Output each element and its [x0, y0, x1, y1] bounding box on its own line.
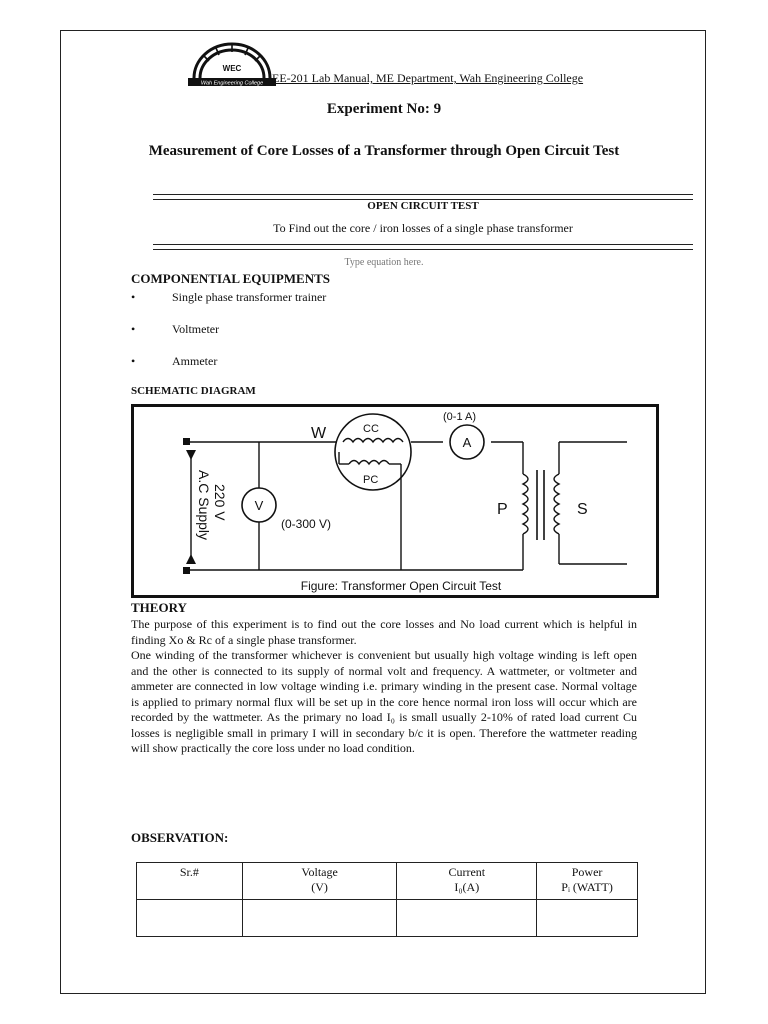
column-header-line: (V) — [311, 880, 328, 894]
header-manual-text: EE-201 Lab Manual, ME Department, Wah Engineering College — [272, 71, 584, 85]
column-header-power — [537, 863, 638, 900]
theory-paragraph: One winding of the transformer whichever is convenient but usually high voltage winding is left open and the other is connected to its supply of normal volt and frequency. A wattmeter, or voltmeter and ammeter are connected in low voltage winding i.e. primary winding in the present case. Normal voltage is applied to primary normal flux will be set up in the core hence normal iron loss will occur which are recorded by the wattmeter. As the primary no load I₀ is small usually 2-10% of rated load current Cu losses is negligible small in primary I will in secondary b/c it is open. Therefore the wattmeter reading will show practically the core loss under no load condition. — [131, 648, 637, 755]
column-header-current — [397, 863, 537, 900]
supply-label: A.C Supply — [196, 470, 212, 541]
table-cell[interactable] — [242, 900, 397, 937]
ammeter-symbol: A — [462, 435, 472, 450]
observation-table — [136, 862, 638, 937]
theory-text — [131, 617, 637, 757]
voltmeter-symbol: V — [254, 498, 264, 513]
logo-wec-text: WEC — [222, 64, 242, 73]
column-header-line: Voltage — [301, 865, 338, 879]
college-logo — [186, 40, 278, 88]
experiment-title: Measurement of Core Losses of a Transformer through Open Circuit Test — [148, 143, 620, 159]
current-coil-label: CC — [363, 423, 379, 435]
open-circuit-heading: OPEN CIRCUIT TEST — [367, 200, 479, 212]
column-header-sr — [137, 863, 243, 900]
column-header-line: Current — [448, 865, 486, 879]
wattmeter-label: W — [311, 425, 327, 442]
experiment-number: Experiment No: 9 — [326, 101, 442, 117]
column-header-line: Pᵢ (WATT) — [561, 880, 613, 894]
open-circuit-objective: To Find out the core / iron losses of a single phase transformer — [273, 221, 573, 235]
schematic-heading: SCHEMATIC DIAGRAM — [131, 385, 256, 397]
theory-paragraph: The purpose of this experiment is to find out the core losses and No load current which is helpful in finding Xo & Rc of a single phase transformer. — [131, 617, 637, 647]
column-header-voltage — [242, 863, 397, 900]
pressure-coil-label: PC — [363, 474, 379, 486]
theory-heading: THEORY — [131, 600, 187, 615]
column-header-line: I₀(A) — [454, 880, 480, 894]
equipment-label: Ammeter — [172, 354, 218, 368]
equipment-label: Voltmeter — [172, 322, 220, 336]
supply-voltage-label: 220 V — [212, 484, 228, 521]
table-cell[interactable] — [537, 900, 638, 937]
equipment-label: Single phase transformer trainer — [172, 290, 327, 304]
equation-placeholder[interactable]: Type equation here. — [344, 257, 424, 268]
ammeter-range-label: (0-1 A) — [443, 411, 477, 423]
observation-heading: OBSERVATION: — [131, 830, 229, 845]
primary-label: P — [497, 501, 508, 518]
voltmeter-range-label: (0-300 V) — [281, 517, 332, 531]
secondary-label: S — [577, 501, 588, 518]
table-cell[interactable] — [137, 900, 243, 937]
logo-subtext: Wah Engineering College — [200, 80, 264, 87]
column-header-line: Sr.# — [179, 865, 199, 879]
bullet-icon: • — [131, 354, 136, 368]
bullet-icon: • — [131, 322, 136, 336]
table-header-row — [137, 863, 638, 900]
schematic-diagram — [131, 404, 659, 598]
column-header-line: Power — [571, 865, 603, 879]
table-cell[interactable] — [397, 900, 537, 937]
equipments-heading: COMPONENTIAL EQUIPMENTS — [131, 271, 330, 286]
figure-caption: Figure: Transformer Open Circuit Test — [300, 579, 502, 593]
bullet-icon: • — [131, 290, 136, 304]
bottom-double-rule — [153, 244, 693, 250]
table-row — [137, 900, 638, 937]
